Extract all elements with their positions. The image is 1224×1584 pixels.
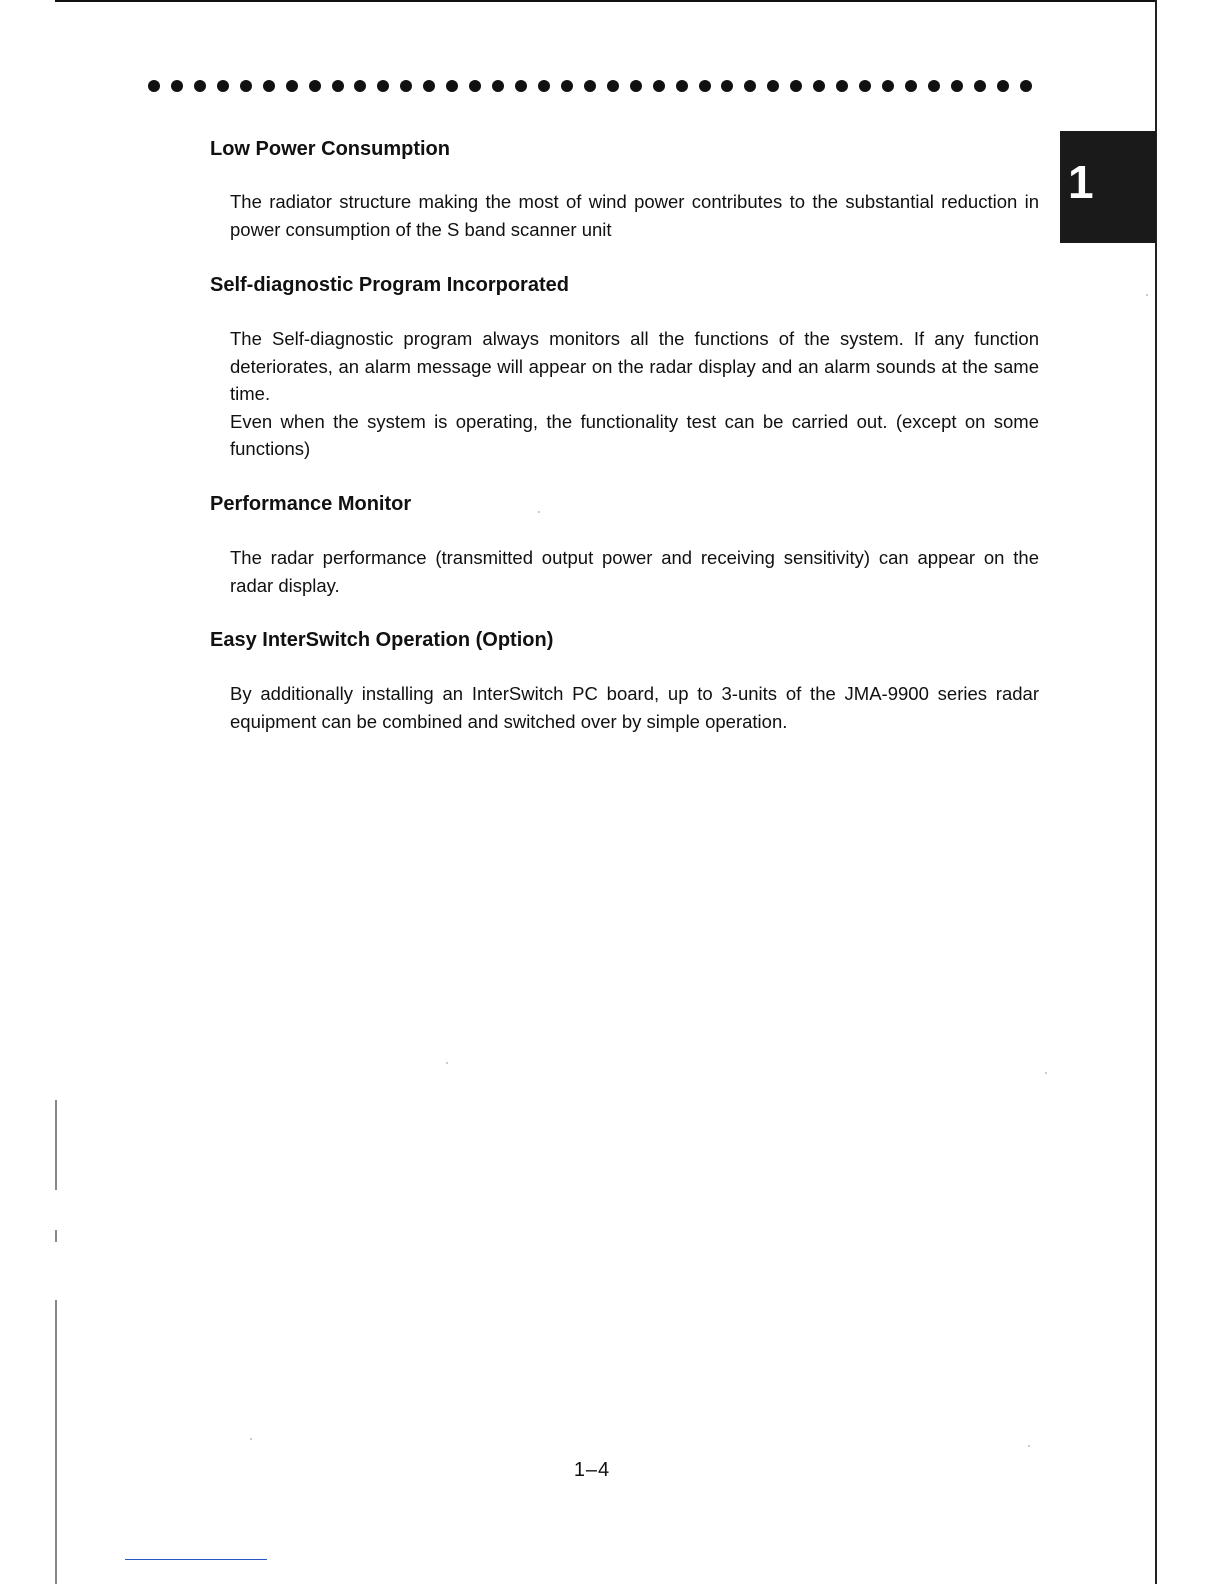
section-heading-performance-monitor: Performance Monitor bbox=[210, 493, 412, 515]
bullet-dot-icon bbox=[217, 80, 229, 92]
page-number: 1–4 bbox=[573, 1459, 611, 1481]
section-body-self-diagnostic bbox=[230, 325, 1039, 463]
bullet-dot-icon bbox=[607, 80, 619, 92]
bullet-dot-icon bbox=[240, 80, 252, 92]
bullet-dot-icon bbox=[630, 80, 642, 92]
scan-speck bbox=[1028, 1445, 1030, 1447]
bullet-dot-icon bbox=[997, 80, 1009, 92]
left-margin-mark bbox=[55, 1230, 57, 1242]
bullet-dot-icon bbox=[561, 80, 573, 92]
bullet-dot-icon bbox=[813, 80, 825, 92]
bullet-dot-icon bbox=[263, 80, 275, 92]
bullet-dot-icon bbox=[354, 80, 366, 92]
scan-speck bbox=[1045, 1072, 1047, 1074]
bullet-dot-icon bbox=[699, 80, 711, 92]
chapter-tab-number: 1 bbox=[1068, 156, 1094, 208]
scan-speck bbox=[446, 1062, 448, 1064]
scan-speck bbox=[1146, 294, 1148, 296]
bullet-dot-icon bbox=[767, 80, 779, 92]
bottom-link-rule bbox=[125, 1559, 267, 1560]
bullet-dot-icon bbox=[446, 80, 458, 92]
chapter-tab bbox=[1060, 131, 1156, 243]
bullet-dot-icon bbox=[400, 80, 412, 92]
bullet-dot-icon bbox=[928, 80, 940, 92]
section-heading-self-diagnostic: Self-diagnostic Program Incorporated bbox=[210, 274, 569, 296]
bullet-dot-icon bbox=[194, 80, 206, 92]
section-heading-low-power: Low Power Consumption bbox=[210, 138, 450, 160]
bullet-dot-icon bbox=[286, 80, 298, 92]
left-margin-mark bbox=[55, 1300, 57, 1584]
bullet-dot-icon bbox=[676, 80, 688, 92]
decorative-dot-row bbox=[148, 78, 1032, 94]
bullet-dot-icon bbox=[974, 80, 986, 92]
section-heading-interswitch: Easy InterSwitch Operation (Option) bbox=[210, 629, 554, 651]
bullet-dot-icon bbox=[584, 80, 596, 92]
bullet-dot-icon bbox=[1020, 80, 1032, 92]
paragraph: The radar performance (transmitted output power and receiving sensitivity) can appear on the radar display. bbox=[230, 547, 1039, 596]
bullet-dot-icon bbox=[332, 80, 344, 92]
paragraph: Even when the system is operating, the functionality test can be carried out. (except on some functions) bbox=[230, 410, 1039, 459]
bullet-dot-icon bbox=[744, 80, 756, 92]
bullet-dot-icon bbox=[882, 80, 894, 92]
bullet-dot-icon bbox=[148, 80, 160, 92]
bullet-dot-icon bbox=[836, 80, 848, 92]
section-body-performance-monitor bbox=[230, 544, 1039, 599]
scan-speck bbox=[250, 1438, 252, 1440]
bullet-dot-icon bbox=[492, 80, 504, 92]
scan-speck bbox=[538, 511, 540, 513]
bullet-dot-icon bbox=[790, 80, 802, 92]
paragraph: The Self-diagnostic program always monitors all the functions of the system. If any function deteriorates, an alarm message will appear on the radar display and an alarm sounds at the same time. bbox=[230, 328, 1039, 404]
bullet-dot-icon bbox=[423, 80, 435, 92]
bullet-dot-icon bbox=[905, 80, 917, 92]
bullet-dot-icon bbox=[515, 80, 527, 92]
paragraph: The radiator structure making the most of wind power contributes to the substantial reduction in power consumption of the S band scanner unit bbox=[230, 191, 1039, 240]
paragraph: By additionally installing an InterSwitch PC board, up to 3-units of the JMA-9900 series radar equipment can be combined and switched over by simple operation. bbox=[230, 683, 1039, 732]
left-margin-mark bbox=[55, 1100, 57, 1190]
bullet-dot-icon bbox=[171, 80, 183, 92]
section-body-interswitch bbox=[230, 680, 1039, 735]
bullet-dot-icon bbox=[377, 80, 389, 92]
bullet-dot-icon bbox=[951, 80, 963, 92]
bullet-dot-icon bbox=[469, 80, 481, 92]
bullet-dot-icon bbox=[721, 80, 733, 92]
top-border-rule bbox=[55, 0, 1157, 2]
bullet-dot-icon bbox=[859, 80, 871, 92]
section-body-low-power bbox=[230, 188, 1039, 243]
bullet-dot-icon bbox=[538, 80, 550, 92]
bullet-dot-icon bbox=[653, 80, 665, 92]
bullet-dot-icon bbox=[309, 80, 321, 92]
